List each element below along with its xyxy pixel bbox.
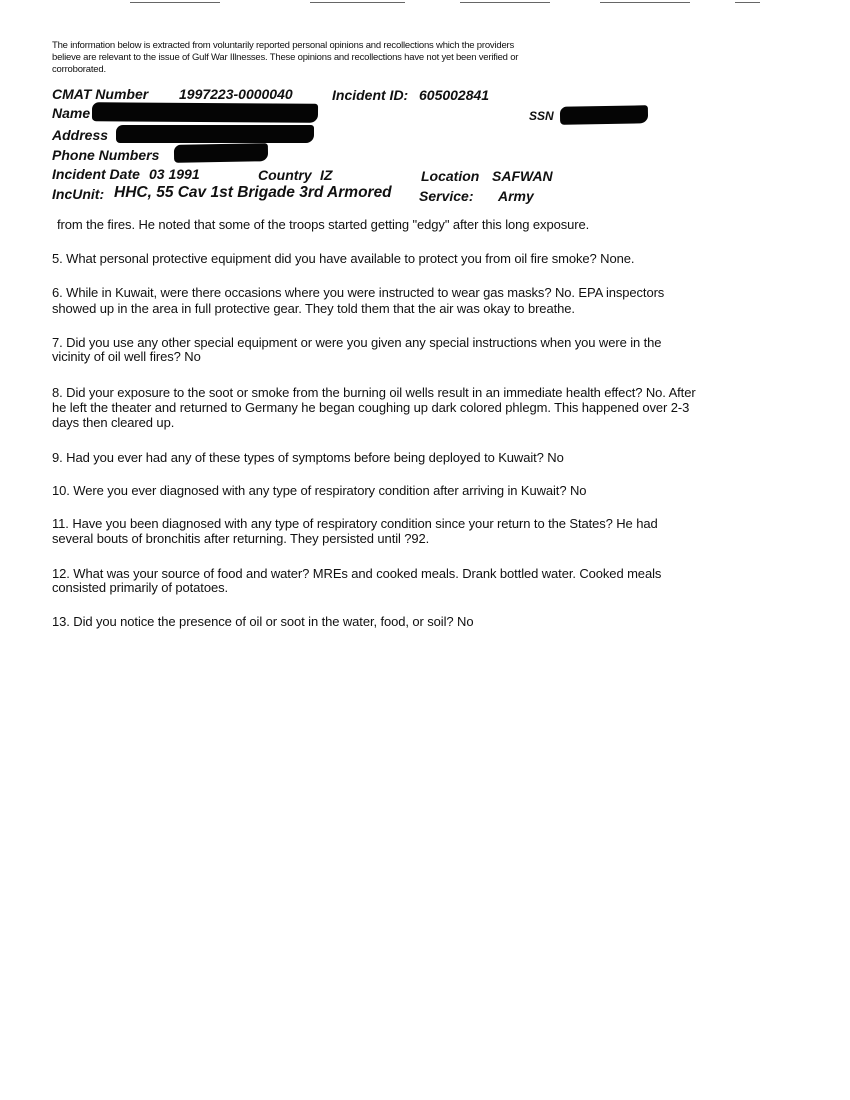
question-8-cont: he left the theater and returned to Germany he began coughing up dark colored phlegm. This happened over 2-3 (52, 400, 690, 415)
question-6-cont: showed up in the area in full protective gear. They told them that the air was okay to breathe. (52, 301, 575, 316)
ssn-redaction (560, 105, 648, 125)
incident-id-label: Incident ID: (332, 87, 409, 103)
question-7: 7. Did you use any other special equipment or were you given any special instructions when you were in the (52, 335, 662, 350)
country-label: Country (258, 167, 312, 183)
cmat-number-label: CMAT Number (52, 86, 149, 102)
service-label: Service: (419, 188, 474, 204)
incident-date-value: 03 1991 (149, 166, 200, 182)
question-11: 11. Have you been diagnosed with any type of respiratory condition since your return to the States? He had (52, 516, 658, 531)
question-11-cont: several bouts of bronchitis after returning. They persisted until ?92. (52, 531, 430, 546)
disclaimer-line: The information below is extracted from voluntarily reported personal opinions and recollections which the providers (52, 40, 515, 51)
name-redaction (92, 102, 318, 123)
question-13: 13. Did you notice the presence of oil or soot in the water, food, or soil? No (52, 614, 474, 629)
location-value: SAFWAN (492, 168, 553, 184)
country-value: IZ (320, 167, 333, 183)
incunit-label: IncUnit: (52, 186, 105, 202)
location-label: Location (421, 168, 480, 184)
question-12-cont: consisted primarily of potatoes. (52, 580, 228, 595)
top-scan-line (310, 2, 405, 3)
disclaimer-line: believe are relevant to the issue of Gulf War Illnesses. These opinions and recollections have not yet been verified or (52, 52, 519, 63)
top-scan-line (460, 2, 550, 3)
question-6: 6. While in Kuwait, were there occasions where you were instructed to wear gas masks? No. EPA inspectors (52, 285, 665, 300)
question-10: 10. Were you ever diagnosed with any type of respiratory condition after arriving in Kuwait? No (52, 483, 587, 498)
question-5: 5. What personal protective equipment did you have available to protect you from oil fire smoke? None. (52, 251, 635, 266)
ssn-label: SSN (529, 109, 554, 123)
incident-date-label: Incident Date (52, 166, 140, 182)
address-label: Address (52, 127, 109, 143)
disclaimer-line: corroborated. (52, 64, 106, 75)
question-7-cont: vicinity of oil well fires? No (52, 349, 201, 364)
service-value: Army (498, 188, 534, 204)
top-scan-line (600, 2, 690, 3)
phone-redaction (174, 143, 268, 163)
question-8-cont: days then cleared up. (52, 415, 175, 430)
question-8: 8. Did your exposure to the soot or smoke from the burning oil wells result in an immediate health effect? No. After (52, 385, 696, 400)
cmat-number-value: 1997223-0000040 (179, 86, 293, 102)
incunit-value: HHC, 55 Cav 1st Brigade 3rd Armored (114, 184, 392, 201)
question-9: 9. Had you ever had any of these types of symptoms before being deployed to Kuwait? No (52, 450, 564, 465)
phone-numbers-label: Phone Numbers (52, 147, 160, 163)
intro-text: from the fires. He noted that some of the troops started getting "edgy" after this long exposure. (57, 217, 590, 232)
top-scan-line (735, 2, 760, 3)
address-redaction (116, 125, 314, 143)
disclaimer (52, 40, 572, 76)
top-scan-line (130, 2, 220, 3)
incident-id-value: 605002841 (419, 87, 490, 103)
question-12: 12. What was your source of food and water? MREs and cooked meals. Drank bottled water. Cooked meals (52, 566, 662, 581)
name-label: Name (52, 105, 91, 121)
